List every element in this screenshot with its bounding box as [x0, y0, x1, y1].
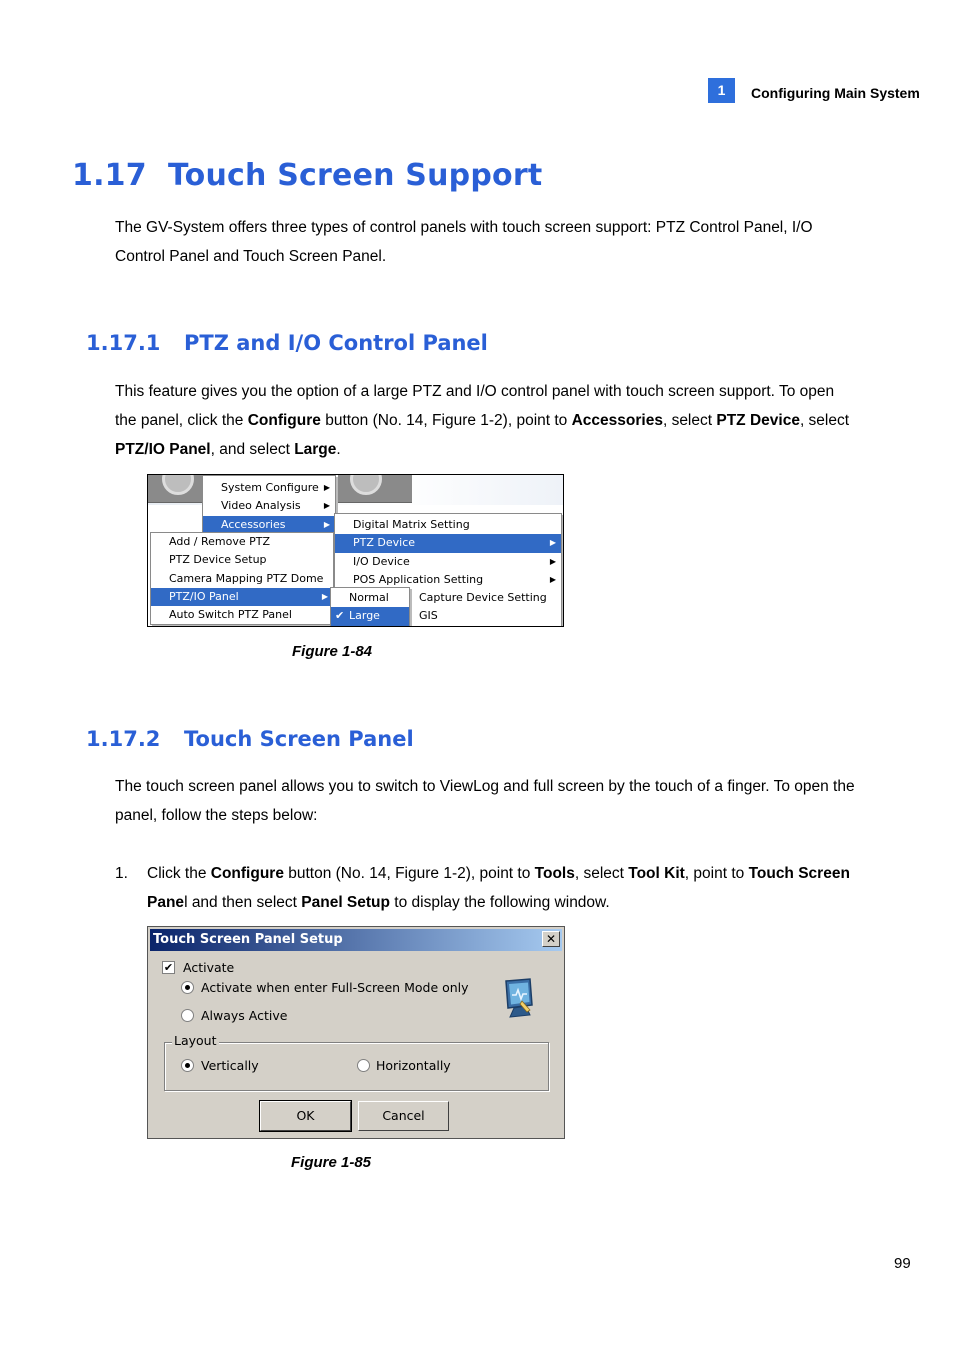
text-run: , select [662, 412, 717, 429]
menu-item-normal[interactable] [331, 589, 409, 607]
text-run: to display the following window. [389, 894, 610, 911]
text-run: button (No. 14, Figure 1-2), point to [320, 412, 572, 429]
menu-item-label: PTZ Device [353, 536, 416, 550]
menu-item-label: Video Analysis [221, 499, 301, 513]
menu-item-ptz-io-panel[interactable] [151, 588, 333, 606]
menu-item-label: PTZ/IO Panel [169, 589, 239, 603]
text-run: button (No. 14, Figure 1-2), point to [283, 865, 535, 882]
cancel-button[interactable]: Cancel [358, 1101, 449, 1131]
bold-run: Panel Setup [301, 894, 390, 911]
accessories-menu[interactable] [150, 532, 334, 625]
menu-item-label: Capture Device Setting [419, 591, 547, 605]
text-run: , point to [684, 865, 749, 882]
radio-always-active[interactable] [181, 1009, 194, 1022]
menu-item-label: POS Application Setting [353, 572, 484, 586]
step-number: 1. [115, 865, 128, 882]
chapter-title: Configuring Main System [751, 85, 920, 101]
layout-group-label: Layout [174, 1033, 217, 1048]
menu-item-label: Add / Remove PTZ [169, 535, 271, 548]
text-run: This feature gives you the option of a large PTZ and I/O control panel with touch screen support. To open the panel, click the [115, 383, 835, 429]
subsection-number-2: 1.17.2 [86, 727, 161, 751]
arrow-right-icon: ▶ [323, 483, 330, 492]
configure-menu[interactable] [202, 475, 336, 535]
arrow-right-icon: ▶ [323, 501, 330, 511]
menu-item-label: Accessories [221, 517, 286, 531]
text-run: , select [574, 865, 629, 882]
bold-run: PTZ Device [716, 412, 800, 429]
subsection-number-1: 1.17.1 [86, 331, 161, 355]
step-1 [115, 859, 855, 917]
text-run: . [336, 441, 341, 458]
bold-run: PTZ/IO Panel [115, 441, 211, 458]
figure-1-84 [147, 474, 564, 627]
section-title [72, 158, 542, 193]
radio-fullscreen-only[interactable] [181, 981, 194, 994]
menu-item-io-device[interactable] [335, 553, 561, 571]
text-run: , and select [210, 441, 295, 458]
dialog-title: Touch Screen Panel Setup [153, 932, 343, 947]
bold-run: Configure [247, 412, 321, 429]
menu-item-label: Large [349, 609, 380, 623]
chapter-badge: 1 [708, 78, 735, 103]
bold-run: Configure [210, 865, 284, 882]
bold-run: Large [294, 441, 337, 458]
menu-item-label: Auto Switch PTZ Panel [169, 608, 292, 622]
sub1-paragraph [115, 377, 855, 464]
menu-item-label: PTZ Device Setup [169, 553, 267, 567]
radio-horizontally-label: Horizontally [376, 1058, 451, 1073]
intro-paragraph: The GV-System offers three types of control panels with touch screen support: PTZ Control Panel, I/O Control Panel and Touch Screen Panel. [115, 219, 813, 265]
bold-run: Touch Screen Pane [147, 865, 850, 911]
menu-item-label: Digital Matrix Setting [353, 518, 470, 531]
menu-item-label: Normal [349, 591, 389, 604]
menu-item-label: GIS [419, 609, 438, 623]
radio-fullscreen-only-label: Activate when enter Full-Screen Mode only [201, 980, 469, 995]
menu-item-ptz-device[interactable] [335, 534, 561, 552]
arrow-right-icon: ▶ [549, 574, 556, 584]
radio-horizontally[interactable] [357, 1059, 370, 1072]
text-run: , select [799, 412, 850, 429]
camera-knob-icon [338, 475, 412, 503]
checkmark-icon: ✔ [335, 609, 345, 623]
menu-item-label: I/O Device [353, 554, 410, 568]
bold-run: Tool Kit [628, 865, 685, 882]
arrow-right-icon: ▶ [323, 519, 330, 529]
radio-vertically-label: Vertically [201, 1058, 259, 1073]
page-number: 99 [894, 1255, 911, 1272]
activate-checkbox[interactable]: ✔ [163, 961, 174, 974]
arrow-right-icon: ▶ [321, 591, 328, 601]
menu-item-label: Camera Mapping PTZ Dome [169, 571, 324, 585]
section-title-text: Touch Screen Support [168, 158, 543, 193]
subsection-title-2-text: Touch Screen Panel [184, 727, 414, 751]
camera-knob-icon [148, 475, 208, 503]
menu-item-label: System Configure [221, 481, 319, 494]
radio-vertically[interactable] [181, 1059, 194, 1072]
section-number: 1.17 [72, 158, 147, 193]
figure-caption-84: Figure 1-84 [292, 643, 373, 660]
activate-label: Activate [183, 960, 235, 975]
ptz-io-panel-menu[interactable] [330, 587, 410, 627]
touch-screen-monitor-icon [500, 977, 536, 1019]
arrow-right-icon: ▶ [549, 538, 556, 548]
menu-item-ptz-device-setup[interactable] [151, 551, 333, 569]
sub2-paragraph: The touch screen panel allows you to switch to ViewLog and full screen by the touch of a finger. To open the panel, follow the steps below: [115, 778, 855, 824]
touch-screen-panel-setup-dialog [147, 926, 565, 1139]
arrow-right-icon: ▶ [549, 556, 556, 566]
menu-item-large[interactable] [331, 607, 409, 625]
ok-button[interactable]: OK [260, 1101, 351, 1131]
bold-run: Accessories [571, 412, 663, 429]
subsection-title-1-text: PTZ and I/O Control Panel [184, 331, 488, 355]
text-run: Click the [147, 865, 211, 882]
figure-caption-85: Figure 1-85 [291, 1154, 372, 1171]
bold-run: Tools [534, 865, 575, 882]
text-run: l and then select [184, 894, 302, 911]
dialog-title-bar [150, 929, 562, 951]
close-button[interactable]: ✕ [542, 931, 560, 947]
menu-item-system-configure[interactable] [203, 479, 335, 497]
menu-item-camera-mapping[interactable] [151, 570, 333, 588]
menu-item-add-remove-ptz[interactable] [151, 533, 333, 551]
subsection-title-1 [86, 331, 488, 355]
menu-item-auto-switch[interactable] [151, 606, 333, 624]
subsection-title-2 [86, 727, 414, 751]
step-text [147, 859, 855, 917]
menu-item-video-analysis[interactable] [203, 497, 335, 515]
radio-always-active-label: Always Active [201, 1008, 288, 1023]
menu-item-digital-matrix[interactable] [335, 516, 561, 534]
